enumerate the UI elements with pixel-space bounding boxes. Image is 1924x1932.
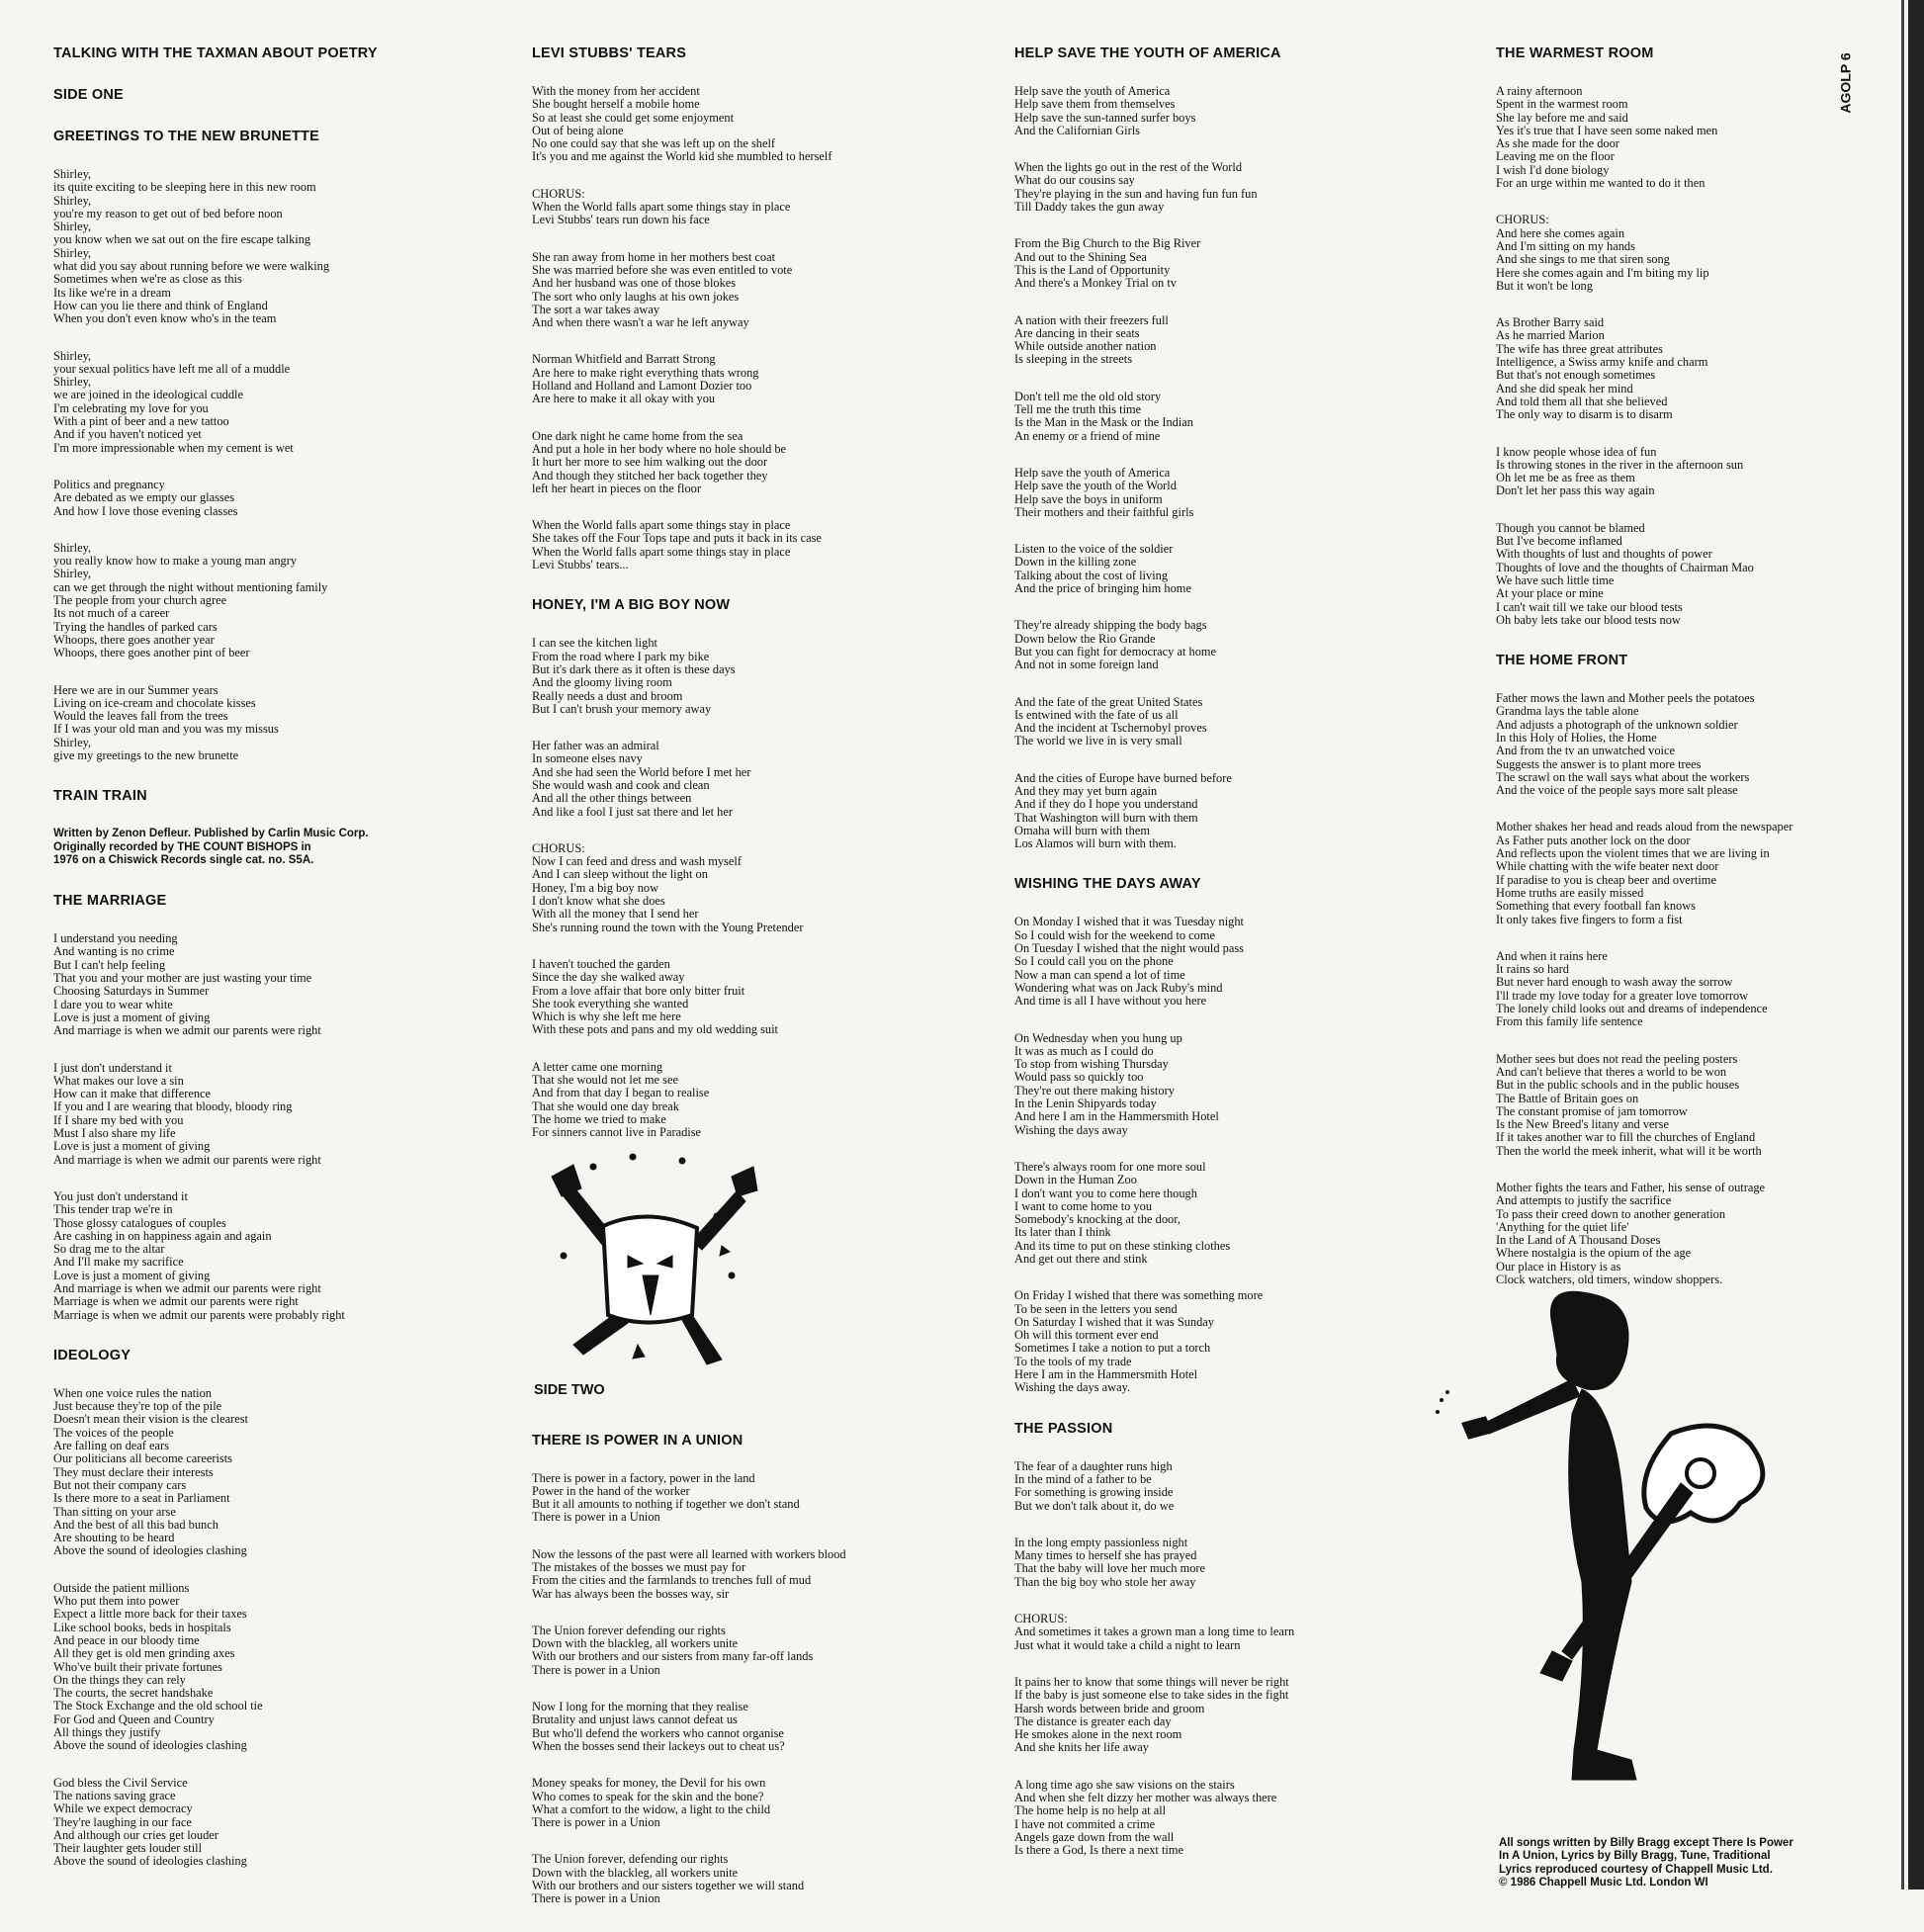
lyric-stanza: A letter came one morning That she would not let me see And from that day I began to realise That she would one day break The home we tried to make For sinners cannot live in Paradise: [532, 1059, 710, 1140]
lyric-stanza: Shirley, its quite exciting to be sleeping here in this new room Shirley, you're my reason to get out of bed before noon Shirley, you know when we sat out on the fire escape talking Shirley, what did you say about running before we were walking Sometimes when we're as close as this Its like we're in a dream How can you lie there and think of England When you don't even know who's in the team: [53, 167, 330, 326]
lyric-stanza: The Union forever, defending our rights Down with the blackleg, all workers unite With our brothers and our sisters together we will stand There is power in a Union: [532, 1852, 805, 1906]
lyric-stanza: You just don't understand it This tender trap we're in Those glossy catalogues of couples Are cashing in on happiness again and again So drag me to the altar And I'll make my sacrifice Love is just a moment of giving And marriage is when we admit our parents were right Marriage is when we admit our parents were right Marriage is when we admit our parents were probably right: [53, 1188, 345, 1322]
song-title: THERE IS POWER IN A UNION: [532, 1432, 743, 1449]
lyric-stanza: CHORUS: And here she comes again And I'm sitting on my hands And she sings to me that siren song Here she comes again and I'm biting my lip But it won't be long: [1496, 213, 1709, 293]
lyric-stanza: I can see the kitchen light From the road where I park my bike But it's dark there as it often is these days And the gloomy living room Really needs a dust and broom But I can't brush your memory away: [532, 636, 736, 716]
lyric-stanza: It pains her to know that some things will never be right If the baby is just someone else to take sides in the fight Harsh words between bride and groom The distance is greater each day He smokes alone in the next room And she knits her life away: [1014, 1674, 1289, 1755]
lyric-stanza: Though you cannot be blamed But I've become inflamed With thoughts of lust and thoughts of power Thoughts of love and the thoughts of Chairman Mao We have such little time At your place or mine I can't wait till we take our blood tests Oh baby lets take our blood tests now: [1496, 520, 1754, 627]
lyric-stanza: Father mows the lawn and Mother peels the potatoes Grandma lays the table alone And adjusts a photograph of the unknown soldier In this Holy of Holies, the Home And from the tv an unwatched voice Suggests the answer is to plant more trees The scrawl on the wall says what about the workers And the voice of the people says more salt please: [1496, 691, 1755, 798]
side-two-label: SIDE TWO: [534, 1382, 605, 1398]
lyric-stanza: I haven't touched the garden Since the day she walked away From a love affair that bore only bitter fruit She took everything she wanted Which is why she left me here With these pots and pans and my old wedding suit: [532, 956, 779, 1037]
lyrics-column-4: [1496, 45, 1872, 1312]
sleeve-edge-line: [1901, 0, 1904, 1889]
lyric-stanza: There's always room for one more soul Down in the Human Zoo I don't want you to come here though I want to come home to you Somebody's knocking at the door, Its later than I think And its time to put on these stinking clothes And get out there and stink: [1014, 1159, 1231, 1266]
lyric-stanza: CHORUS: When the World falls apart some things stay in place Levi Stubbs' tears run down his face: [532, 186, 791, 227]
lyric-stanza: Outside the patient millions Who put them into power Expect a little more back for their taxes Like school books, beds in hospitals And peace in our bloody time All they get is old men grinding axes Who've built their private fortunes On the things they can rely The courts, the secret handshake The Stock Exchange and the old school tie For God and Queen and Country All things they justify Above the sound of ideologies clashing: [53, 1580, 263, 1753]
lyric-stanza: When the World falls apart some things stay in place She takes off the Four Tops tape and puts it back in its case When the World falls apart some things stay in place Levi Stubbs' tears...: [532, 518, 822, 572]
jumping-figure-illustration: [534, 1147, 761, 1384]
lyric-stanza: I just don't understand it What makes our love a sin How can it make that difference If you and I are wearing that bloody, bloody ring If I share my bed with you Must I also share my life Love is just a moment of giving And marriage is when we admit our parents were right: [53, 1060, 321, 1167]
song-section: [53, 893, 469, 1322]
lyric-stanza: On Wednesday when you hung up It was as much as I could do To stop from wishing Thursday Would pass so quickly too They're out there making history In the Lenin Shipyards today And here I am in the Hammersmith Hotel Wishing the days away: [1014, 1030, 1219, 1137]
lyric-stanza: Norman Whitfield and Barratt Strong Are here to make right everything thats wrong Holland and Holland and Lamont Dozier too Are here to make it all okay with you: [532, 352, 759, 406]
song-section: [532, 1433, 947, 1906]
lyric-stanza: God bless the Civil Service The nations saving grace While we expect democracy They're laughing in our face And although our cries get louder Their laughter gets louder still Above the sound of ideologies clashing: [53, 1775, 247, 1869]
lyric-stanza: Shirley, you really know how to make a young man angry Shirley, can we get through the night without mentioning family The people from your church agree Its not much of a career Trying the handles of parked cars Whoops, there goes another year Whoops, there goes another pint of beer: [53, 540, 328, 660]
lyric-stanza: She ran away from home in her mothers best coat She was married before she was even entitled to vote And her husband was one of those blokes The sort who only laughs at his own jokes The sort a war takes away And when there wasn't a war he left anyway: [532, 249, 793, 330]
sleeve-edge: [1908, 0, 1924, 1889]
song-section: [53, 129, 469, 762]
lyric-stanza: On Monday I wished that it was Tuesday night So I could wish for the weekend to come On Tuesday I wished that the night would pass So I could call you on the phone Now a man can spend a lot of time Wondering what was on Jack Ruby's mind And time is all I have without you here: [1014, 915, 1244, 1009]
song-title: TALKING WITH THE TAXMAN ABOUT POETRY: [53, 45, 378, 61]
song-credit: Written by Zenon Defleur. Published by Carlin Music Corp. Originally recorded by THE COUNT BISHOPS in 1976 on a Chiswick Records single cat. no. S5A.: [53, 828, 369, 866]
lyric-stanza: Mother shakes her head and reads aloud from the newspaper As Father puts another lock on the door And reflects upon the violent times that we are living in While chatting with the wife beater next door If paradise to you is cheap beer and overtime Home truths are easily missed Something that every football fan knows It only takes five fingers to form a fist: [1496, 820, 1793, 926]
lyric-stanza: A rainy afternoon Spent in the warmest room She lay before me and said Yes it's true that I have seen some naked men As she made for the door Leaving me on the floor I wish I'd done biology For an urge within me wanted to do it then: [1496, 84, 1718, 191]
song-section: [532, 597, 947, 1139]
guitar-man-illustration: [1424, 1285, 1799, 1809]
song-title: THE WARMEST ROOM: [1496, 45, 1654, 61]
lyric-stanza: CHORUS: And sometimes it takes a grown man a long time to learn Just what it would take a child a night to learn: [1014, 1612, 1295, 1652]
song-section: [53, 788, 469, 867]
lyric-stanza: I know people whose idea of fun Is throwing stones in the river in the afternoon sun Oh let me be as free as them Don't let her pass this way again: [1496, 444, 1744, 498]
footer-credits: All songs written by Billy Bragg except There Is Power In A Union, Lyrics by Billy Bragg, Tune, Traditional Lyrics reproduced courtesy of Chappell Music Ltd. © 1986 Chappell Music Ltd. London WI: [1499, 1837, 1793, 1888]
song-title: IDEOLOGY: [53, 1347, 131, 1363]
song-title: HONEY, I'M A BIG BOY NOW: [532, 597, 731, 614]
song-section: [1014, 876, 1430, 1394]
song-title: HELP SAVE THE YOUTH OF AMERICA: [1014, 45, 1281, 61]
lyric-stanza: On Friday I wished that there was something more To be seen in the letters you send On Saturday I wished that it was Sunday Oh will this torment ever end Sometimes I take a notion to put a torch To the tools of my trade Here I am in the Hammersmith Hotel Wishing the days away.: [1014, 1288, 1264, 1395]
lyric-stanza: The Union forever defending our rights Down with the blackleg, all workers unite With our brothers and our sisters from many far-off lands There is power in a Union: [532, 1623, 814, 1677]
song-title: WISHING THE DAYS AWAY: [1014, 876, 1201, 893]
song-title: SIDE ONE: [53, 87, 124, 103]
lyric-stanza: Here we are in our Summer years Living on ice-cream and chocolate kisses Would the leaves fall from the trees If I was your old man and you was my missus Shirley, give my greetings to the new brunette: [53, 682, 279, 762]
lyric-stanza: They're already shipping the body bags Down below the Rio Grande But you can fight for democracy at home And not in some foreign land: [1014, 618, 1217, 672]
lyric-stanza: Help save the youth of America Help save the youth of the World Help save the boys in uniform Their mothers and their faithful girls: [1014, 465, 1194, 519]
song-title: THE HOME FRONT: [1496, 653, 1628, 669]
lyric-stanza: From the Big Church to the Big River And out to the Shining Sea This is the Land of Opportunity And there's a Monkey Trial on tv: [1014, 236, 1201, 291]
lyric-stanza: I understand you needing And wanting is no crime But I can't help feeling That you and your mother are just wasting your time Choosing Saturdays in Summer I dare you to wear white Love is just a moment of giving And marriage is when we admit our parents were right: [53, 931, 321, 1038]
song-section: [53, 1348, 469, 1869]
lyric-stanza: When one voice rules the nation Just because they're top of the pile Doesn't mean their vision is the clearest The voices of the people Are falling on deaf ears Our politicians all become careerists They must declare their interests But not their company cars Is there more to a seat in Parliament Than sitting on your arse And the best of all this bad bunch Are shouting to be heard Above the sound of ideologies clashing: [53, 1385, 248, 1558]
lyrics-column-1: [53, 45, 469, 1894]
lyric-stanza: Help save the youth of America Help save them from themselves Help save the sun-tanned surfer boys And the Californian Girls: [1014, 84, 1196, 137]
song-section: [1496, 45, 1872, 627]
lyric-stanza: With the money from her accident She bought herself a mobile home So at least she could get some enjoyment Out of being alone No one could say that she was left up on the shelf It's you and me against the World kid she mumbled to herself: [532, 84, 832, 164]
catalog-number: AGOLP 6: [1837, 52, 1854, 114]
lyrics-column-3: [1014, 45, 1430, 1884]
song-title: GREETINGS TO THE NEW BRUNETTE: [53, 129, 319, 144]
song-section: [1496, 653, 1872, 1286]
lyric-stanza: A long time ago she saw visions on the stairs And when she felt dizzy her mother was always there The home help is no help at all I have not commited a crime Angels gaze down from the wall Is there a God, Is there a next time: [1014, 1777, 1277, 1858]
lyric-stanza: Listen to the voice of the soldier Down in the killing zone Talking about the cost of living And the price of bringing him home: [1014, 542, 1191, 596]
song-section: [1014, 1421, 1430, 1858]
lyric-stanza: CHORUS: Now I can feed and dress and wash myself And I can sleep without the light on Honey, I'm a big boy now I don't know what she does With all the money that I send her She's running round the town with the Young Pretender: [532, 840, 804, 934]
song-section: [53, 45, 469, 61]
lyric-stanza: And when it rains here It rains so hard But never hard enough to wash away the sorrow I'll trade my love today for a greater love tomorrow The lonely child looks out and dreams of independence From this family life sentence: [1496, 948, 1768, 1029]
lyric-stanza: Money speaks for money, the Devil for his own Who comes to speak for the skin and the bone? What a comfort to the widow, a light to the child There is power in a Union: [532, 1776, 771, 1830]
song-title: THE MARRIAGE: [53, 893, 167, 910]
lyric-stanza: When the lights go out in the rest of the World What do our cousins say They're playing in the sun and having fun fun fun Till Daddy takes the gun away: [1014, 160, 1258, 215]
lyric-stanza: Politics and pregnancy Are debated as we empty our glasses And how I love those evening classes: [53, 477, 238, 518]
lyric-stanza: Don't tell me the old old story Tell me the truth this time Is the Man in the Mask or the Indian An enemy or a friend of mine: [1014, 389, 1194, 443]
lyric-stanza: A nation with their freezers full Are dancing in their seats While outside another nation Is sleeping in the streets: [1014, 312, 1169, 367]
lyric-stanza: As Brother Barry said As he married Marion The wife has three great attributes Intelligence, a Swiss army knife and charm But that's not enough sometimes And she did speak her mind And told them all that she believed The only way to disarm is to disarm: [1496, 315, 1708, 422]
lyric-stanza: Mother sees but does not read the peeling posters And can't believe that theres a world to be won But in the public schools and in the public houses The Battle of Britain goes on The constant promise of jam tomorrow Is the New Breed's litany and verse If it takes another war to fill the churches of England Then the world the meek inherit, what will it be worth: [1496, 1051, 1762, 1158]
song-section: [53, 87, 469, 103]
song-title: TRAIN TRAIN: [53, 788, 147, 805]
song-title: LEVI STUBBS' TEARS: [532, 45, 687, 61]
song-section: [532, 45, 947, 571]
lyric-stanza: There is power in a factory, power in the land Power in the hand of the worker But it all amounts to nothing if together we don't stand There is power in a Union: [532, 1470, 800, 1525]
lyric-stanza: Now I long for the morning that they realise Brutality and unjust laws cannot defeat us But who'll defend the workers who cannot organise When the bosses send their lackeys out to cheat us?: [532, 1700, 785, 1753]
lyric-stanza: Now the lessons of the past were all learned with workers blood The mistakes of the bosses we must pay for From the cities and the farmlands to trenches full of mud War has always been the bosses way, sir: [532, 1546, 846, 1601]
lyric-stanza: And the fate of the great United States Is entwined with the fate of us all And the incident at Tschernobyl proves The world we live in is very small: [1014, 694, 1207, 748]
lyric-stanza: Her father was an admiral In someone elses navy And she had seen the World before I met her She would wash and cook and clean And all the other things between And like a fool I just sat there and let her: [532, 739, 751, 819]
lyric-stanza: Shirley, your sexual politics have left me all of a muddle Shirley, we are joined in the ideological cuddle I'm celebrating my love for you With a pint of beer and a new tattoo And if you haven't noticed yet I'm more impressionable when my cement is wet: [53, 348, 294, 455]
lyric-stanza: The fear of a daughter runs high In the mind of a father to be For something is growing inside But we don't talk about it, do we: [1014, 1458, 1175, 1513]
lyrics-column-2: [532, 45, 947, 1932]
lyric-stanza: And the cities of Europe have burned before And they may yet burn again And if they do I hope you understand That Washington will burn with them Omaha will burn with them Los Alamos will burn with them.: [1014, 770, 1232, 851]
lyric-stanza: In the long empty passionless night Many times to herself she has prayed That the baby will love her much more Than the big boy who stole her away: [1014, 1535, 1206, 1589]
song-title: THE PASSION: [1014, 1420, 1113, 1437]
song-section: [1014, 45, 1430, 850]
lyric-stanza: Mother fights the tears and Father, his sense of outrage And attempts to justify the sacrifice To pass their creed down to another generation 'Anything for the quiet life' In the Land of A Thousand Doses Where nostalgia is the opium of the age Our place in History is as Clock watchers, old timers, window shoppers.: [1496, 1181, 1766, 1287]
lyric-stanza: One dark night he came home from the sea And put a hole in her body where no hole should be It hurt her more to see him walking out the door And though they stitched her back together they left her heart in pieces on the floor: [532, 428, 787, 495]
